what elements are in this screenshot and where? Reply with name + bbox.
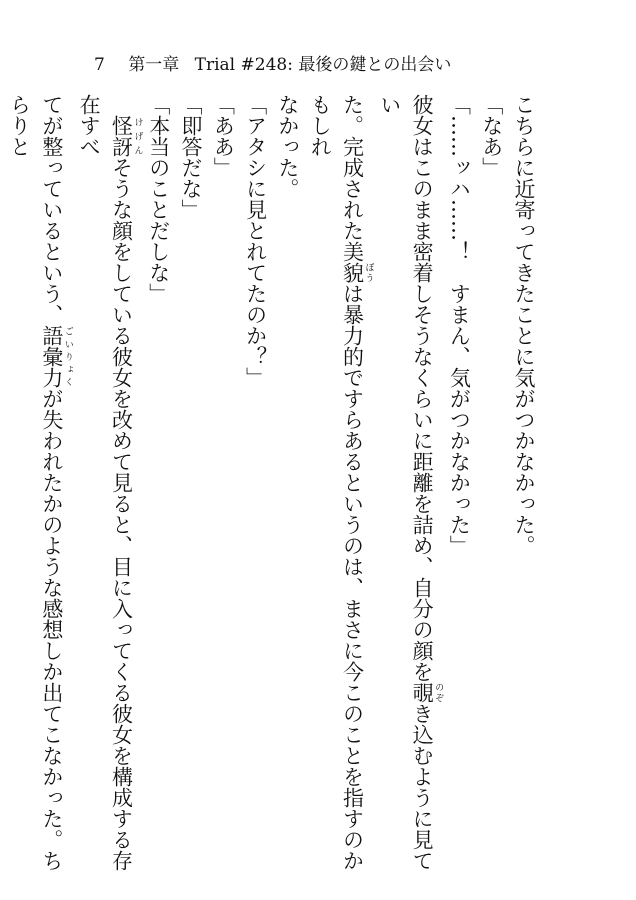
ruby-base: 覗 (410, 682, 435, 703)
text-line (73, 94, 143, 874)
text-run: 「……ッハ……！ すまん、気がつかなかった」 (447, 94, 472, 556)
text-run: は暴力的ですらあるというのは、まさに今このことを指すのかもしれ (308, 94, 365, 871)
ruby-reading: ぼう (363, 262, 374, 283)
text-run: そうな顔をしている彼女を改めて見ると、目に入ってくる彼女を構成する存在すべ (77, 94, 134, 871)
text-line (374, 94, 444, 874)
ruby-base: 語彙力 (39, 325, 64, 388)
ruby-base: 怪訝 (109, 115, 134, 157)
text-line (3, 94, 73, 874)
text-run: 彼女はこのまま密着しそうなくらいに距離を詰め、自分の顔を (410, 94, 435, 682)
text-line (443, 94, 475, 874)
text-run: き込むように見てい (377, 94, 435, 871)
text-run: てが整っているという、 (39, 94, 64, 325)
text-run: 「アタシに見とれてたのか？」 (243, 94, 268, 388)
ruby-annotated-word (39, 325, 73, 388)
ruby-annotated-word (109, 115, 143, 157)
ruby-reading: のぞ (433, 682, 444, 703)
ruby-reading: ごいりょく (62, 325, 73, 388)
chapter-label: 第一章 (128, 55, 180, 75)
running-header (94, 50, 451, 75)
text-run: 「本当のことだしな」 (146, 94, 171, 304)
text-line (272, 94, 304, 874)
text-line (239, 94, 271, 874)
chapter-title: Trial #248: 最後の鍵との出会い (194, 55, 452, 75)
text-line (475, 94, 507, 874)
text-run: こちらに近寄ってきたことに気がつかなかった。 (512, 94, 536, 556)
text-line (175, 94, 207, 874)
text-line (207, 94, 239, 874)
text-run: た。完成された美 (340, 94, 365, 262)
text-line (304, 94, 374, 874)
text-run: が失われたかのような感想しか出てこなかった。ちらりと (7, 94, 64, 871)
text-run (109, 94, 133, 115)
ruby-annotated-word (410, 682, 444, 703)
text-run: 「即答だな」 (179, 94, 204, 220)
page-number: 7 (94, 55, 105, 75)
vertical-body-text (0, 94, 540, 874)
text-line (0, 94, 3, 874)
text-line (508, 94, 540, 874)
ruby-annotated-word (340, 262, 374, 283)
ruby-base: 貌 (340, 262, 365, 283)
text-run: なかった。 (275, 94, 300, 199)
text-run: 「ああ」 (211, 94, 236, 178)
text-line (142, 94, 174, 874)
text-run: 「なあ」 (479, 94, 504, 178)
ruby-reading: けげん (132, 115, 143, 157)
